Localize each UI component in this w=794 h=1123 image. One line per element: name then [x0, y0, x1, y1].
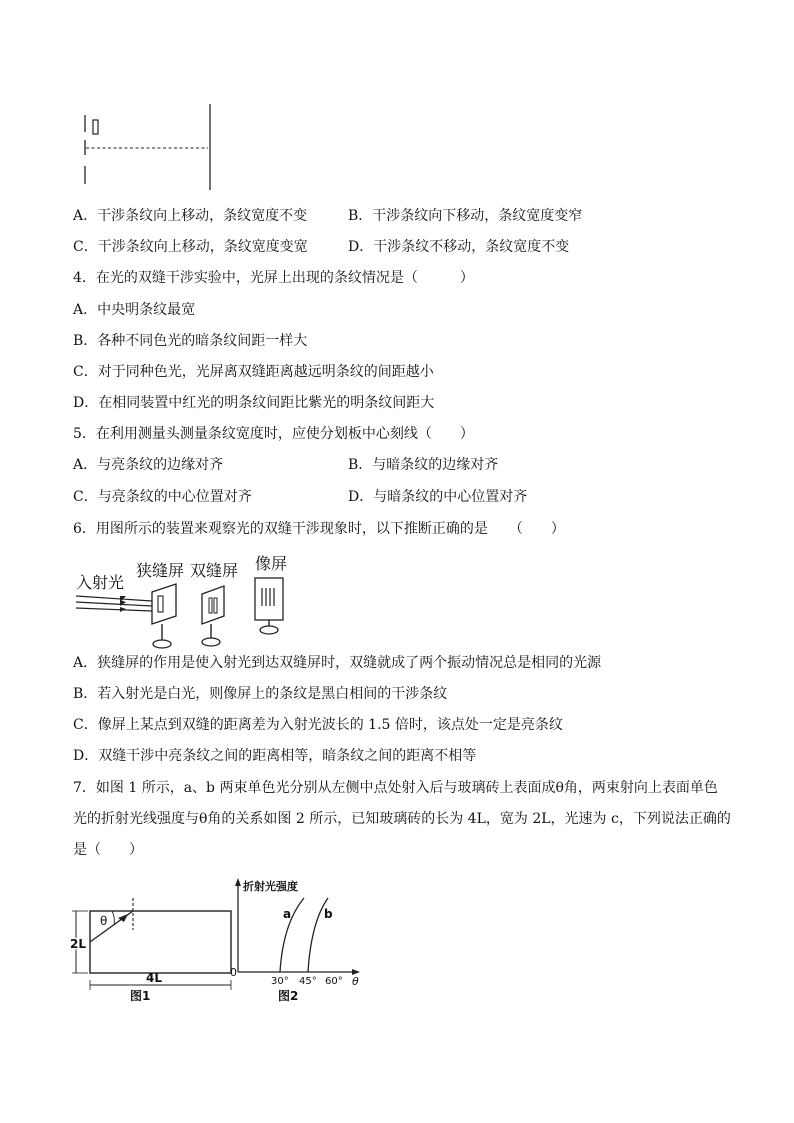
q6-option-c: C．像屏上某点到双缝的距离差为入射光波长的 1.5 倍时，该点处一定是亮条纹	[73, 717, 563, 733]
height-label: 2L	[70, 937, 86, 951]
label-screen: 像屏	[255, 554, 288, 573]
q6-option-d: D．双缝干涉中亮条纹之间的距离相等，暗条纹之间的距离不相等	[73, 748, 477, 764]
q7-stem-line3: 是（ ）	[73, 842, 143, 858]
q4-option-d: D．在相同装置中红光的明条纹间距比紫光的明条纹间距大	[73, 395, 435, 411]
q6-apparatus-figure	[0, 550, 794, 650]
q4-option-c: C．对于同种色光，光屏离双缝距离越远明条纹的间距越小	[73, 364, 434, 380]
origin-label: 0	[230, 966, 237, 979]
tick-label: 45°	[299, 976, 317, 987]
curve-b-label: b	[324, 907, 333, 921]
label-narrow-slit: 狭缝屏	[136, 561, 185, 580]
q6-stem: 6．用图所示的装置来观察光的双缝干涉现象时，以下推断正确的是 （ ）	[73, 521, 565, 537]
tick-label: 60°	[325, 976, 343, 987]
length-label: 4L	[146, 971, 162, 985]
narrow-slit-screen	[152, 584, 176, 624]
q3-option-c: C．干涉条纹向上移动，条纹宽度变宽	[73, 239, 308, 255]
q7-stem-line1: 7．如图 1 所示，a、b 两束单色光分别从左侧中点处射入后与玻璃砖上表面成θ角，两束射向上表面单色	[73, 780, 718, 796]
q6-option-a: A．狭缝屏的作用是使入射光到达双缝屏时，双缝就成了两个振动情况总是相同的光源	[73, 655, 602, 671]
double-slit-screen	[202, 586, 224, 624]
q7-stem-line2: 光的折射光线强度与θ角的关系如图 2 所示，已知玻璃砖的长为 4L，宽为 2L，光速为 c，下列说法正确的	[73, 811, 731, 827]
q6-option-b: B．若入射光是白光，则像屏上的条纹是黑白相间的干涉条纹	[73, 686, 448, 702]
x-axis-label: θ	[352, 975, 359, 988]
q5-stem: 5．在利用测量头测量条纹宽度时，应使分划板中心刻线（ ）	[73, 426, 474, 442]
q3-option-b: B．干涉条纹向下移动，条纹宽度变窄	[348, 208, 583, 224]
q5-option-d: D．与暗条纹的中心位置对齐	[348, 489, 528, 505]
q3-option-d: D．干涉条纹不移动，条纹宽度不变	[348, 239, 570, 255]
q5-option-b: B．与暗条纹的边缘对齐	[348, 457, 499, 473]
q3-figure	[0, 0, 794, 200]
curve-a-label: a	[283, 907, 292, 921]
theta-label: θ	[100, 914, 108, 928]
q5-option-c: C．与亮条纹的中心位置对齐	[73, 489, 252, 505]
label-double-slit: 双缝屏	[190, 561, 239, 580]
label-incident-light: 入射光	[76, 573, 125, 592]
y-axis-label: 折射光强度	[243, 880, 298, 893]
tick-label: 30°	[271, 976, 289, 987]
q4-stem: 4．在光的双缝干涉实验中，光屏上出现的条纹情况是（ ）	[73, 270, 474, 286]
figure-1-caption: 图1	[130, 989, 151, 1003]
q7-figure-2	[228, 870, 388, 1010]
q3-option-a: A．干涉条纹向上移动，条纹宽度不变	[73, 208, 308, 224]
q4-option-b: B．各种不同色光的暗条纹间距一样大	[73, 333, 308, 349]
image-screen	[255, 578, 283, 620]
q5-option-a: A．与亮条纹的边缘对齐	[73, 457, 224, 473]
q4-option-a: A．中央明条纹最宽	[73, 302, 196, 318]
figure-2-caption: 图2	[278, 989, 299, 1003]
